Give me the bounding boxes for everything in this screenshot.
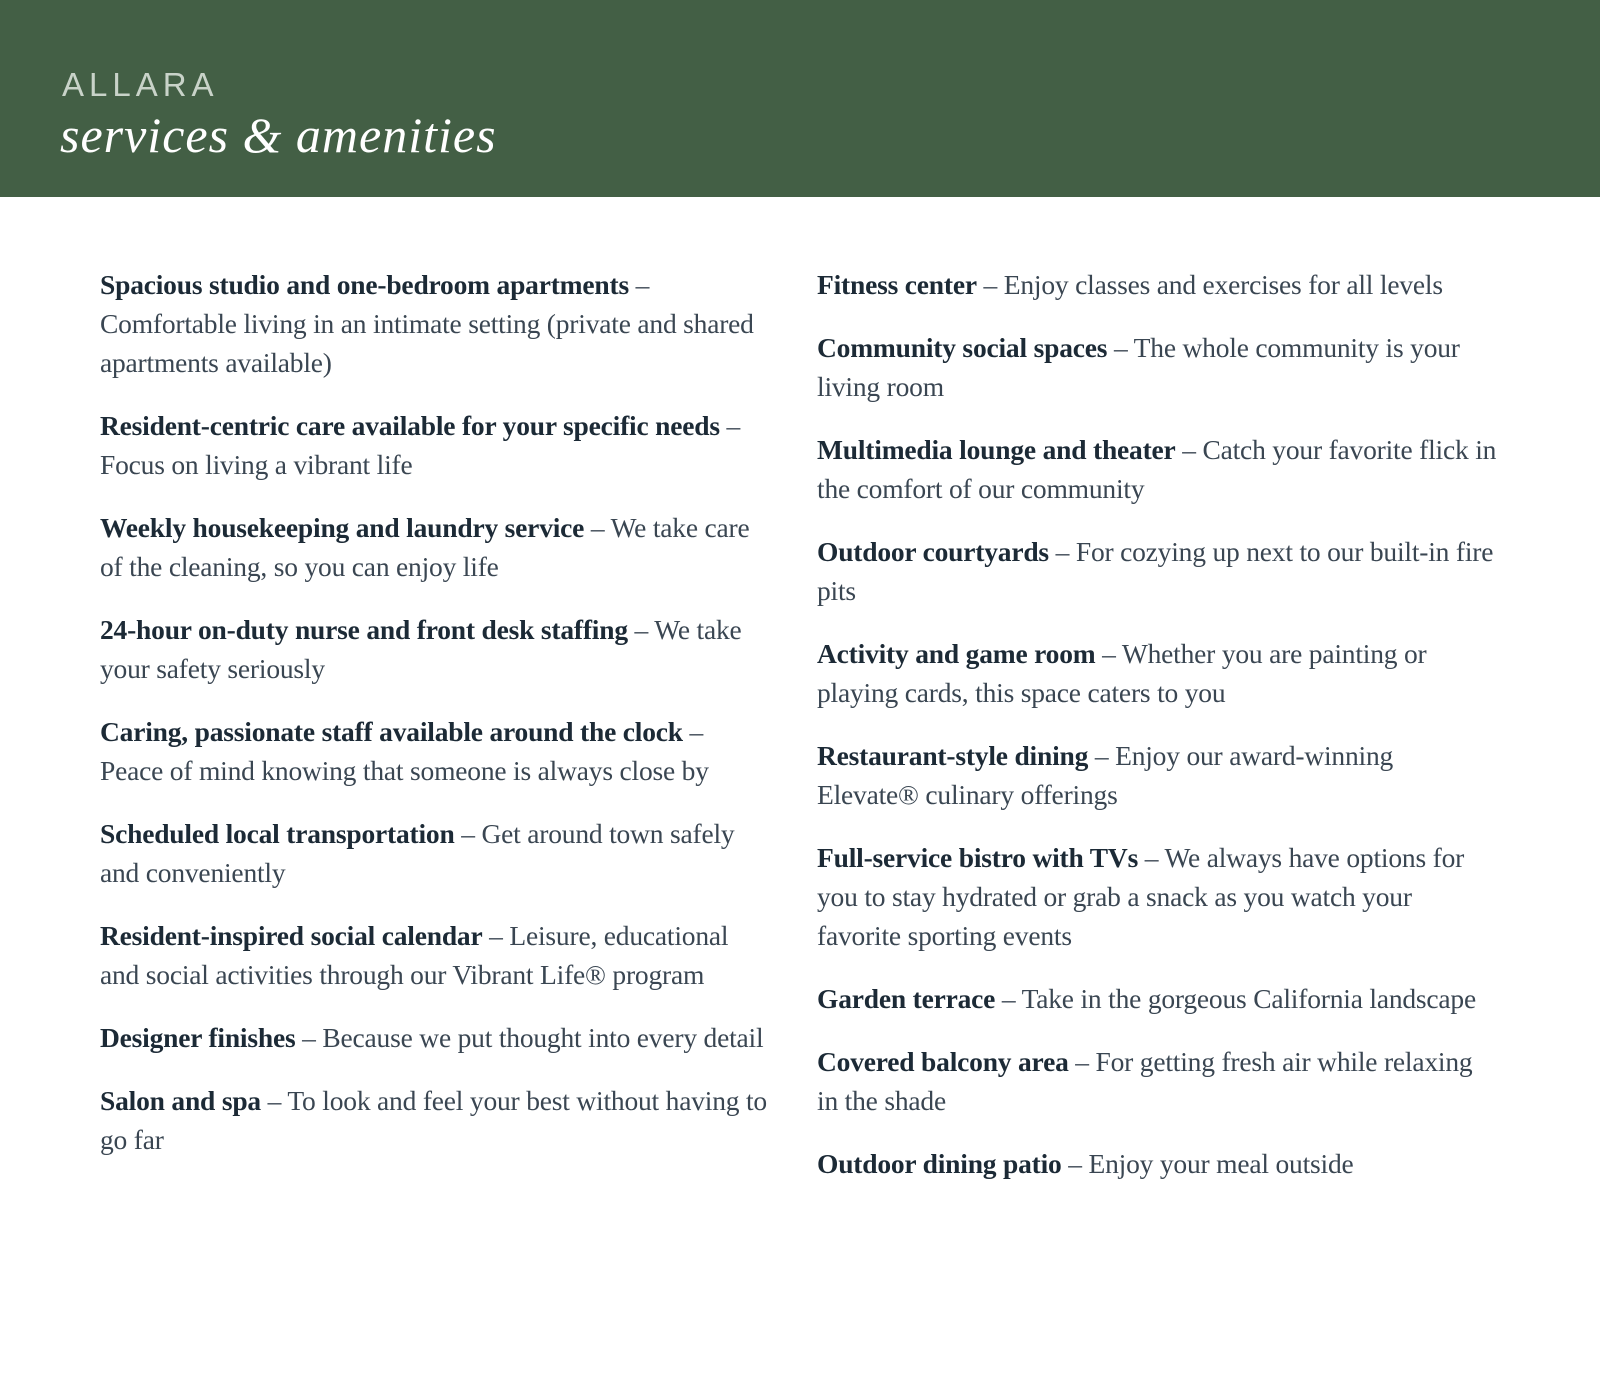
amenity-description: Get around town safely and conveniently xyxy=(100,818,735,888)
amenity-description: We take your safety seriously xyxy=(100,614,742,684)
amenity-title: Community social spaces xyxy=(817,332,1108,363)
amenity-description: Leisure, educational and social activities through our Vibrant Life® program xyxy=(100,920,729,990)
amenity-dash: – xyxy=(295,1022,323,1053)
amenity-description: To look and feel your best without having to go far xyxy=(100,1085,767,1155)
amenity-description: We always have options for you to stay hydrated or grab a snack as you watch your favorite sporting events xyxy=(817,842,1465,951)
amenity-description: We take care of the cleaning, so you can enjoy life xyxy=(100,512,750,582)
amenity-item xyxy=(100,265,768,382)
amenity-title: Resident-centric care available for your specific needs xyxy=(100,410,720,441)
amenity-title: 24-hour on-duty nurse and front desk staffing xyxy=(100,614,628,645)
amenity-dash: – xyxy=(1088,740,1116,771)
amenity-item xyxy=(817,1042,1497,1120)
amenity-dash: – xyxy=(682,716,704,747)
amenity-item xyxy=(817,265,1497,304)
amenity-description: Catch your favorite flick in the comfort of our community xyxy=(817,434,1497,504)
page-title: services & amenities xyxy=(60,107,497,163)
amenity-item xyxy=(100,814,768,892)
left-amenities-column xyxy=(100,265,768,1183)
amenity-item xyxy=(100,916,768,994)
amenity-dash: – xyxy=(1107,332,1134,363)
amenity-description: For getting fresh air while relaxing in the shade xyxy=(817,1046,1473,1116)
amenity-title: Designer finishes xyxy=(100,1022,296,1053)
amenity-dash: – xyxy=(482,920,510,951)
amenity-dash: – xyxy=(1138,842,1165,873)
amenity-title: Fitness center xyxy=(817,269,977,300)
amenity-item xyxy=(100,406,768,484)
amenity-title: Salon and spa xyxy=(100,1085,261,1116)
amenity-title: Outdoor courtyards xyxy=(817,536,1049,567)
brand-name: ALLARA xyxy=(62,66,219,103)
amenity-dash: – xyxy=(1095,638,1122,669)
amenity-description: Take in the gorgeous California landscape xyxy=(1021,983,1476,1014)
amenity-dash: – xyxy=(976,269,1004,300)
amenity-description: For cozying up next to our built-in fire pits xyxy=(817,536,1494,606)
amenity-description: Whether you are painting or playing cards, this space caters to you xyxy=(817,638,1427,708)
amenity-item xyxy=(817,979,1497,1018)
amenity-item xyxy=(100,508,768,586)
amenity-description: Comfortable living in an intimate setting (private and shared apartments available) xyxy=(100,308,754,378)
amenity-title: Spacious studio and one-bedroom apartments xyxy=(100,269,629,300)
amenity-title: Restaurant-style dining xyxy=(817,740,1089,771)
amenity-title: Multimedia lounge and theater xyxy=(817,434,1176,465)
amenity-description: Enjoy your meal outside xyxy=(1088,1148,1354,1179)
amenity-description: Focus on living a vibrant life xyxy=(100,449,413,480)
amenity-description: Peace of mind knowing that someone is always close by xyxy=(100,755,709,786)
amenity-dash: – xyxy=(1048,536,1076,567)
amenity-item xyxy=(817,736,1497,814)
amenity-dash: – xyxy=(1175,434,1203,465)
amenity-item xyxy=(100,1018,768,1057)
amenity-title: Activity and game room xyxy=(817,638,1096,669)
amenity-item xyxy=(817,634,1497,712)
amenity-description: Enjoy our award-winning Elevate® culinary offerings xyxy=(817,740,1394,810)
amenity-description: Because we put thought into every detail xyxy=(322,1022,764,1053)
amenity-title: Covered balcony area xyxy=(817,1046,1069,1077)
amenity-item xyxy=(817,430,1497,508)
amenity-description: Enjoy classes and exercises for all levels xyxy=(1003,269,1443,300)
amenity-item xyxy=(100,610,768,688)
amenity-item xyxy=(817,532,1497,610)
amenity-dash: – xyxy=(260,1085,288,1116)
amenity-item xyxy=(817,1144,1497,1183)
amenity-title: Outdoor dining patio xyxy=(817,1148,1062,1179)
amenity-dash: – xyxy=(627,614,655,645)
header-banner xyxy=(0,0,1600,197)
amenity-title: Garden terrace xyxy=(817,983,996,1014)
amenity-dash: – xyxy=(1061,1148,1089,1179)
amenity-title: Caring, passionate staff available around the clock xyxy=(100,716,683,747)
amenity-dash: – xyxy=(719,410,741,441)
amenity-description: The whole community is your living room xyxy=(817,332,1460,402)
amenity-dash: – xyxy=(1068,1046,1096,1077)
amenity-title: Scheduled local transportation xyxy=(100,818,455,849)
amenity-dash: – xyxy=(454,818,482,849)
amenity-item xyxy=(100,712,768,790)
amenity-title: Weekly housekeeping and laundry service xyxy=(100,512,585,543)
amenity-dash: – xyxy=(584,512,611,543)
amenity-dash: – xyxy=(995,983,1022,1014)
right-amenities-column xyxy=(817,265,1497,1207)
amenity-item xyxy=(817,838,1497,955)
amenity-dash: – xyxy=(628,269,650,300)
amenity-item xyxy=(817,328,1497,406)
amenity-title: Full-service bistro with TVs xyxy=(817,842,1139,873)
amenity-item xyxy=(100,1081,768,1159)
amenity-title: Resident-inspired social calendar xyxy=(100,920,483,951)
